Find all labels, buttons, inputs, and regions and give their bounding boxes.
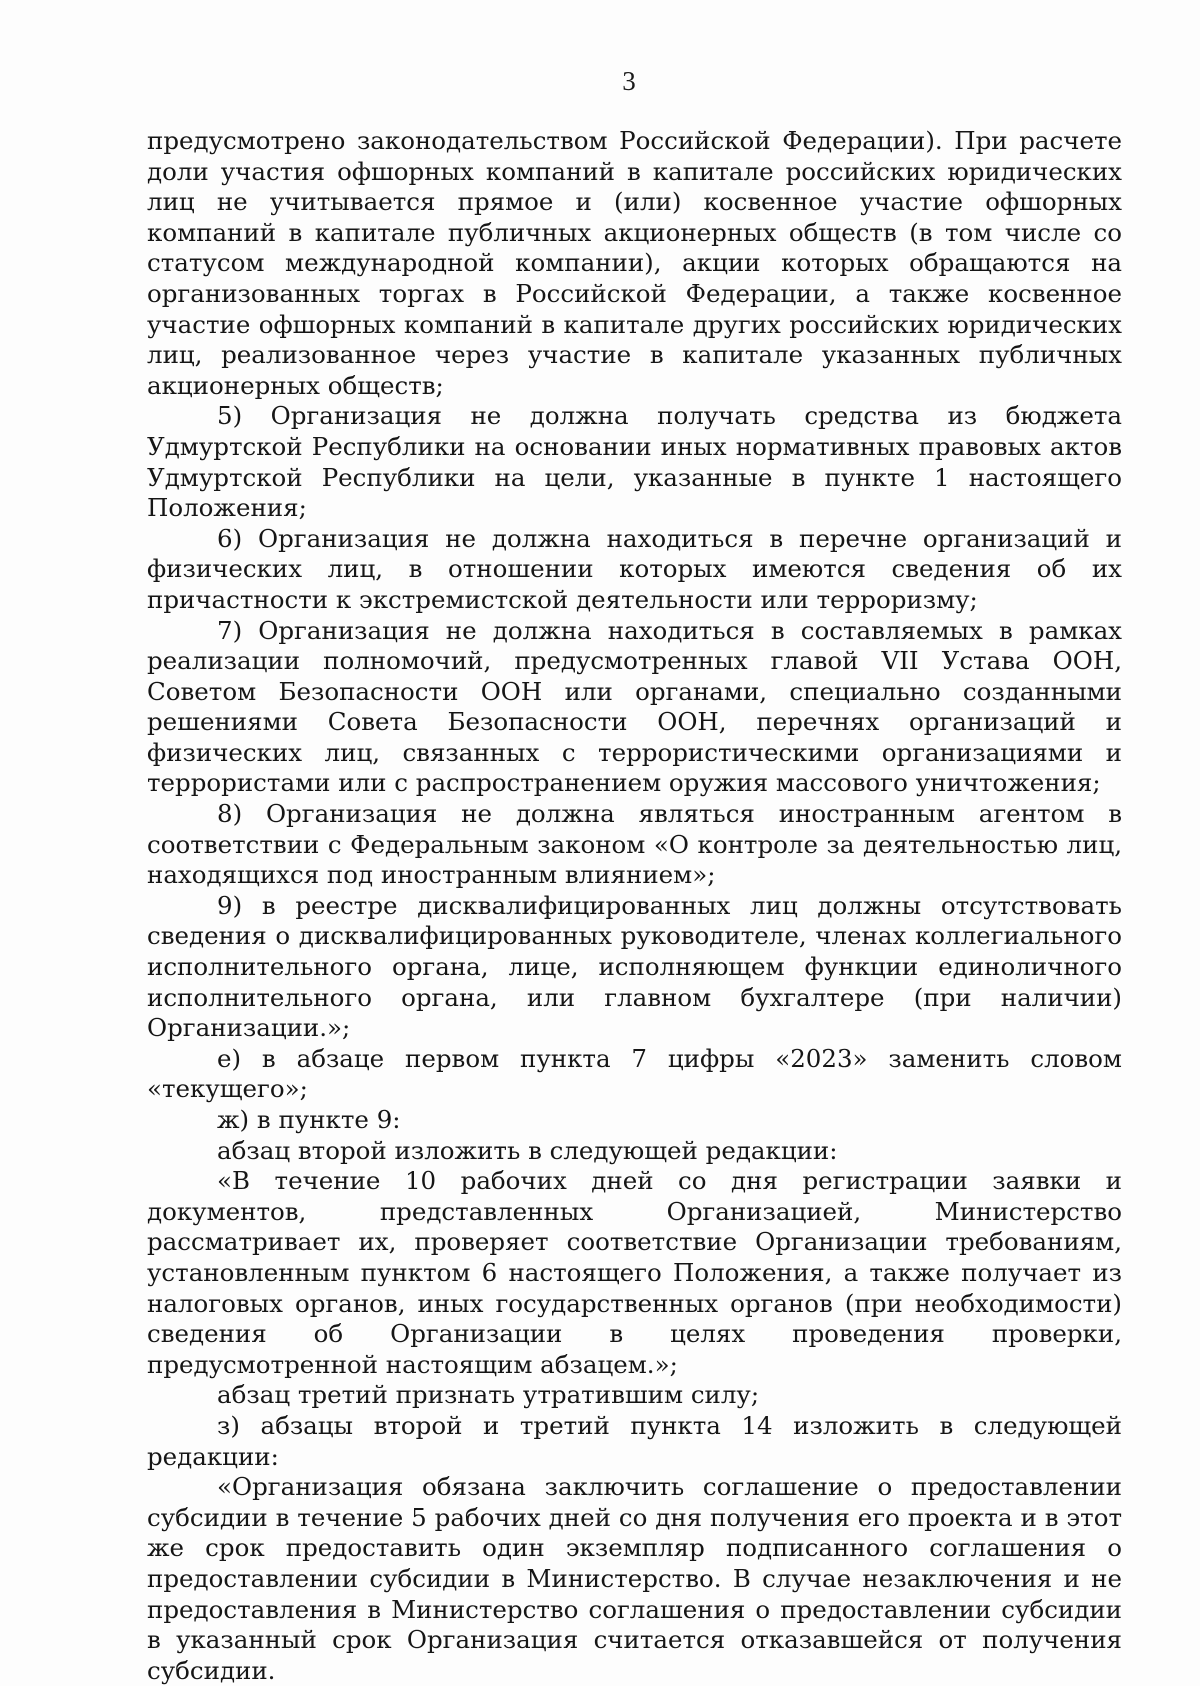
paragraph-amendment-e: е) в абзаце первом пункта 7 цифры «2023» заменить словом «текущего»;	[147, 1043, 1122, 1104]
page-number: 3	[622, 66, 636, 96]
paragraph-continuation: предусмотрено законодательством Российской Федерации). При расчете доли участия офшорных компаний в капитале российских юридических лиц не учитывается прямое и (или) косвенное участие офшорных компаний в капитале публичных акционерных обществ (в том числе со статусом международной компании), акции которых обращаются на организованных торгах в Российской Федерации, а также косвенное участие офшорных компаний в капитале других российских юридических лиц, реализованное через участие в капитале указанных публичных акционерных обществ;	[147, 126, 1122, 400]
paragraph-abzac-tretiy: абзац третий признать утратившим силу;	[217, 1380, 760, 1410]
document-body	[147, 126, 1122, 1686]
paragraph-item-9: 9) в реестре дисквалифицированных лиц должны отсутствовать сведения о дисквалифицированных руководителе, членах коллегиального исполнительного органа, лице, исполняющем функции единоличного исполнительного органа, или главном бухгалтере (при наличии) Организации.»;	[147, 890, 1122, 1043]
paragraph-abzac-vtoroy: абзац второй изложить в следующей редакции:	[217, 1135, 838, 1165]
paragraph-quoted-agreement: «Организация обязана заключить соглашение о предоставлении субсидии в течение 5 рабочих дней со дня получения его проекта и в этот же срок предоставить один экземпляр подписанного соглашения о предоставлении субсидии в Министерство. В случае незаключения и не предоставления в Министерство соглашения о предоставлении субсидии в указанный срок Организация считается отказавшейся от получения субсидии.	[147, 1472, 1122, 1685]
paragraph-amendment-z: з) абзацы второй и третий пункта 14 изложить в следующей редакции:	[147, 1410, 1122, 1471]
paragraph-item-8: 8) Организация не должна являться иностранным агентом в соответствии с Федеральным законом «О контроле за деятельностью лиц, находящихся под иностранным влиянием»;	[147, 799, 1122, 890]
paragraph-item-5: 5) Организация не должна получать средства из бюджета Удмуртской Республики на основании иных нормативных правовых актов Удмуртской Республики на цели, указанные в пункте 1 настоящего Положения;	[147, 401, 1122, 523]
paragraph-item-6: 6) Организация не должна находиться в перечне организаций и физических лиц, в отношении которых имеются сведения об их причастности к экстремистской деятельности или терроризму;	[147, 523, 1122, 614]
paragraph-quoted-new-text: «В течение 10 рабочих дней со дня регистрации заявки и документов, представленных Организацией, Министерство рассматривает их, проверяет соответствие Организации требованиям, установленным пунктом 6 настоящего Положения, а также получает из налоговых органов, иных государственных органов (при необходимости) сведения об Организации в целях проведения проверки, предусмотренной настоящим абзацем.»;	[147, 1166, 1122, 1379]
paragraph-amendment-zh: ж) в пункте 9:	[217, 1105, 401, 1134]
paragraph-item-7: 7) Организация не должна находиться в составляемых в рамках реализации полномочий, предусмотренных главой VII Устава ООН, Советом Безопасности ООН или органами, специально созданными решениями Совета Безопасности ООН, перечнях организаций и физических лиц, связанных с террористическими организациями и террористами или с распространением оружия массового уничтожения;	[147, 615, 1122, 798]
